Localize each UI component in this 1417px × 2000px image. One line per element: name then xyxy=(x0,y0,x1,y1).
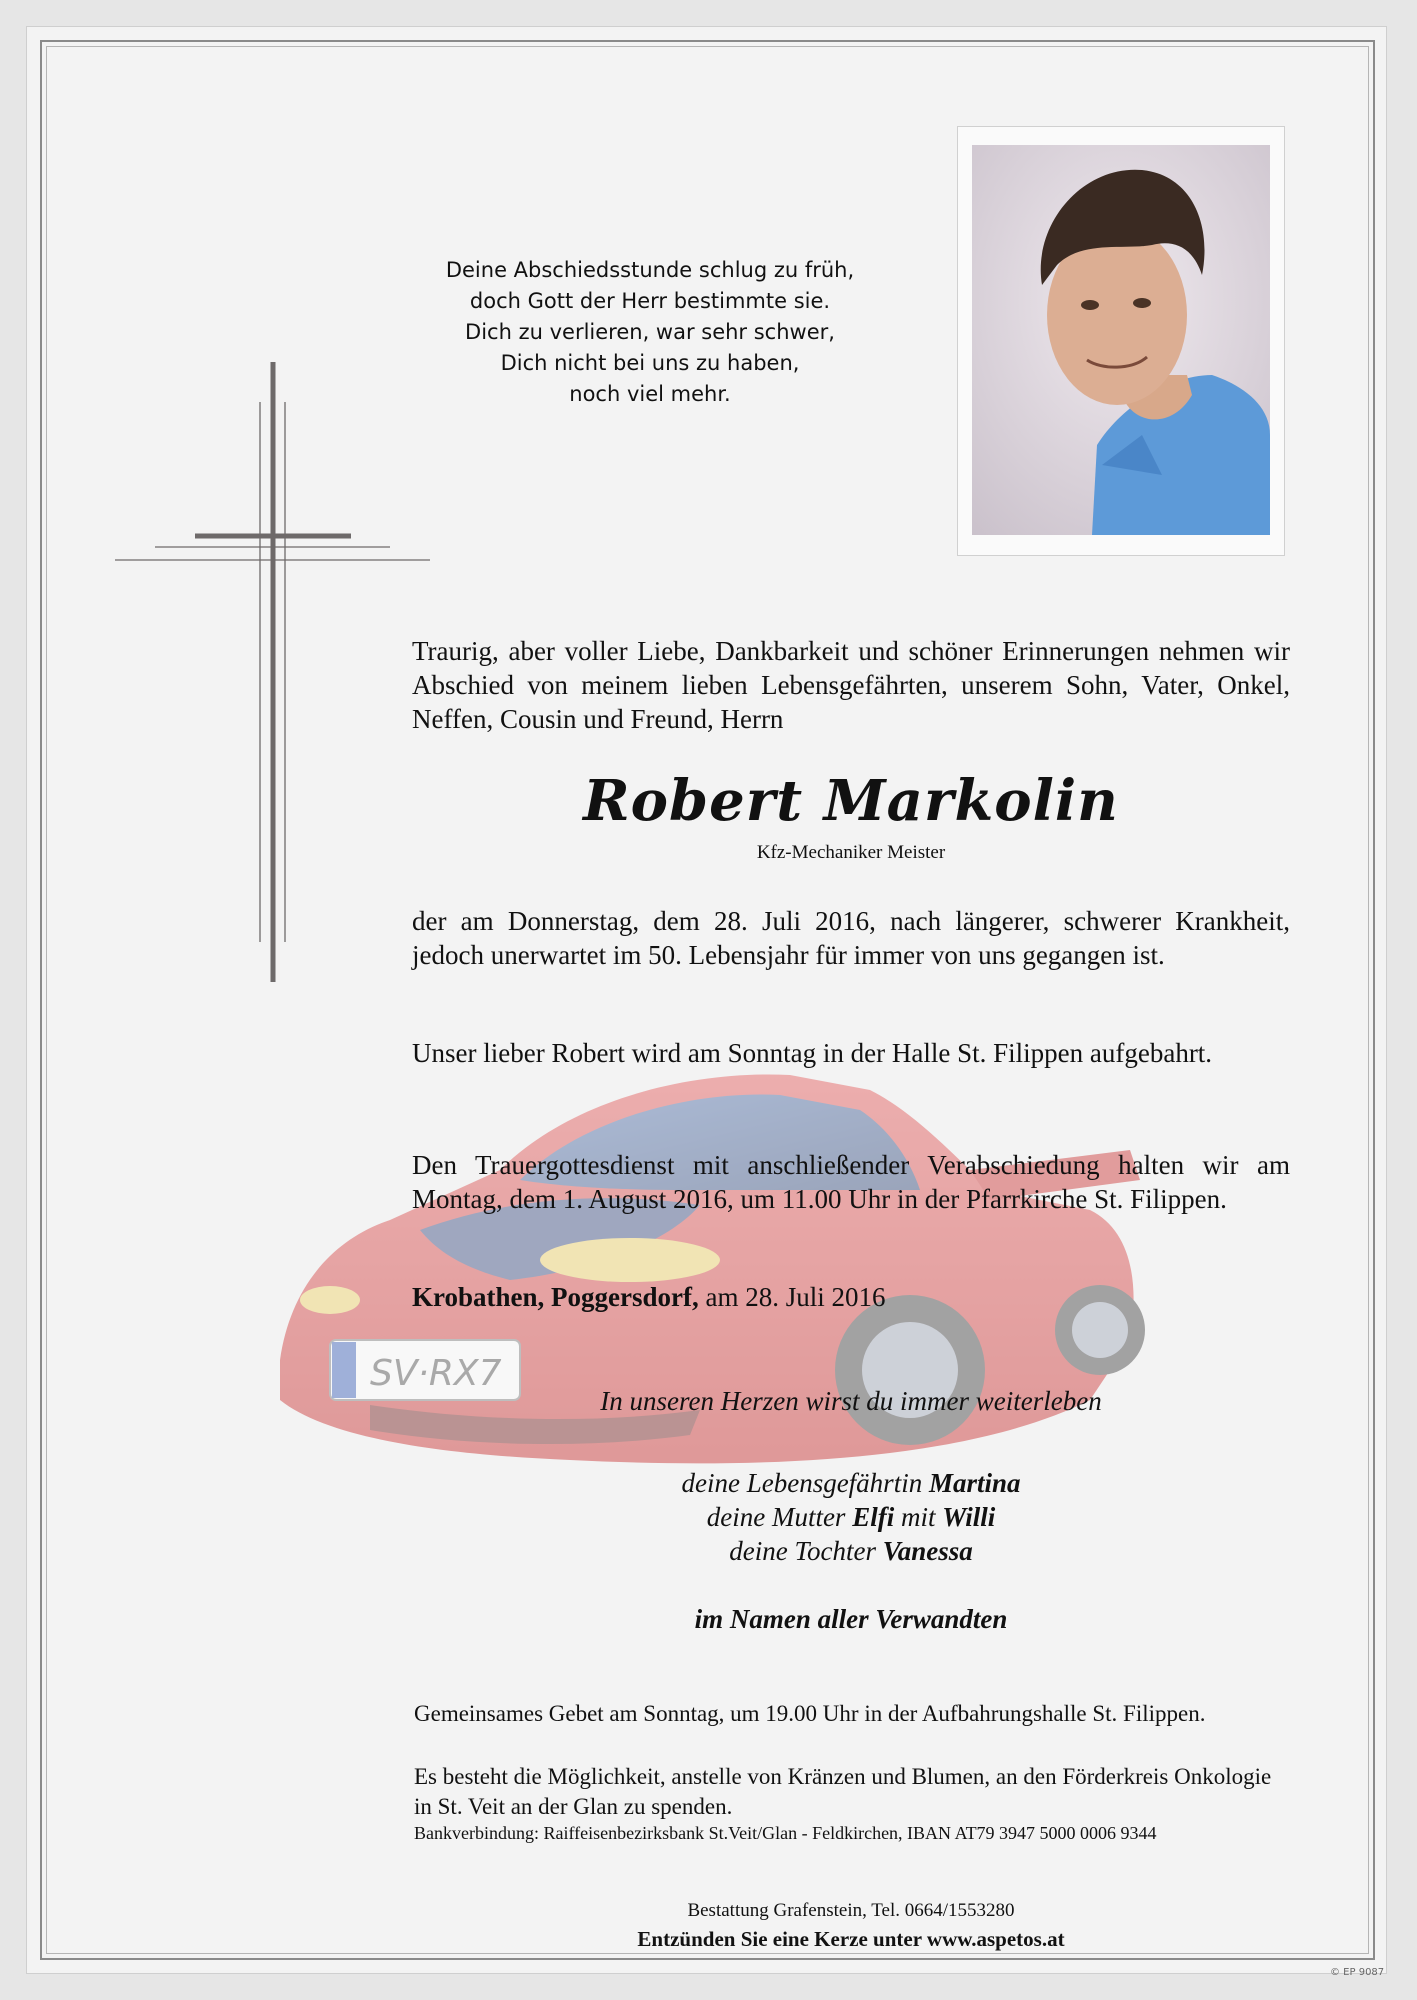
mourner-line xyxy=(412,1500,1290,1534)
copyright-mark: © EP 9087 xyxy=(1330,1967,1385,1978)
donation-notice: Es besteht die Möglichkeit, anstelle von Kränzen und Blumen, an den Förderkreis Onkologie in St. Veit an der Glan zu spenden. xyxy=(414,1764,1272,1819)
prayer-notice: Gemeinsames Gebet am Sonntag, um 19.00 Uhr in der Aufbahrungshalle St. Filippen. xyxy=(414,1701,1206,1726)
car-watermark-image xyxy=(270,1040,1150,1510)
date-text: am 28. Juli 2016 xyxy=(705,1282,886,1312)
poem-line: Deine Abschiedsstunde schlug zu früh, xyxy=(445,258,855,282)
poem-line: doch Gott der Herr bestimmte sie. xyxy=(469,289,831,313)
mourner-relation: deine Tochter xyxy=(729,1536,876,1566)
death-notice-paragraph: der am Donnerstag, dem 28. Juli 2016, nach längerer, schwerer Krankheit, jedoch unerwartet im 50. Lebensjahr für immer von uns gegangen ist. xyxy=(412,906,1290,970)
poem-line: Dich nicht bei uns zu haben, xyxy=(500,351,800,375)
poem-line: Dich zu verlieren, war sehr schwer, xyxy=(465,320,835,344)
intro-paragraph: Traurig, aber voller Liebe, Dankbarkeit und schöner Erinnerungen nehmen wir Abschied von meinem lieben Lebensgefährten, unserem Sohn, Vater, Onkel, Neffen, Cousin und Freund, Herrn xyxy=(412,636,1290,734)
motto: In unseren Herzen wirst du immer weiterleben xyxy=(600,1386,1102,1416)
portrait-photo xyxy=(972,145,1270,535)
mourner-conjunction: mit xyxy=(900,1502,936,1532)
poem xyxy=(400,255,900,410)
service-paragraph: Den Trauergottesdienst mit anschließender Verabschiedung halten wir am Montag, dem 1. August 2016, um 11.00 Uhr in der Pfarrkirche St. Filippen. xyxy=(412,1150,1290,1214)
cross-icon xyxy=(115,362,430,982)
candle-link[interactable]: Entzünden Sie eine Kerze unter www.aspetos.at xyxy=(637,1927,1065,1951)
mourner-line xyxy=(412,1534,1290,1568)
deceased-name: Robert Markolin xyxy=(583,768,1119,834)
mourner-line xyxy=(412,1466,1290,1500)
portrait-frame xyxy=(957,126,1285,556)
mourner-relation: deine Mutter xyxy=(706,1502,846,1532)
place-date-line xyxy=(412,1280,1290,1314)
mourner-name: Martina xyxy=(928,1468,1021,1498)
car-plate-text: SV·RX7 xyxy=(370,1353,502,1394)
bank-details: Bankverbindung: Raiffeisenbezirksbank St.Veit/Glan - Feldkirchen, IBAN AT79 3947 5000 0006 9344 xyxy=(414,1823,1157,1843)
poem-line: noch viel mehr. xyxy=(569,382,731,406)
deceased-profession: Kfz-Mechaniker Meister xyxy=(756,842,946,863)
viewing-paragraph: Unser lieber Robert wird am Sonntag in der Halle St. Filippen aufgebahrt. xyxy=(412,1038,1213,1068)
mourner-name: Vanessa xyxy=(882,1536,973,1566)
mourner-name: Willi xyxy=(942,1502,996,1532)
mourner-relation: deine Lebensgefährtin xyxy=(681,1468,923,1498)
mourner-name: Elfi xyxy=(852,1502,895,1532)
closing-line: im Namen aller Verwandten xyxy=(694,1604,1008,1634)
undertaker-info: Bestattung Grafenstein, Tel. 0664/1553280 xyxy=(687,1900,1015,1921)
place-text: Krobathen, Poggersdorf, xyxy=(412,1282,699,1312)
